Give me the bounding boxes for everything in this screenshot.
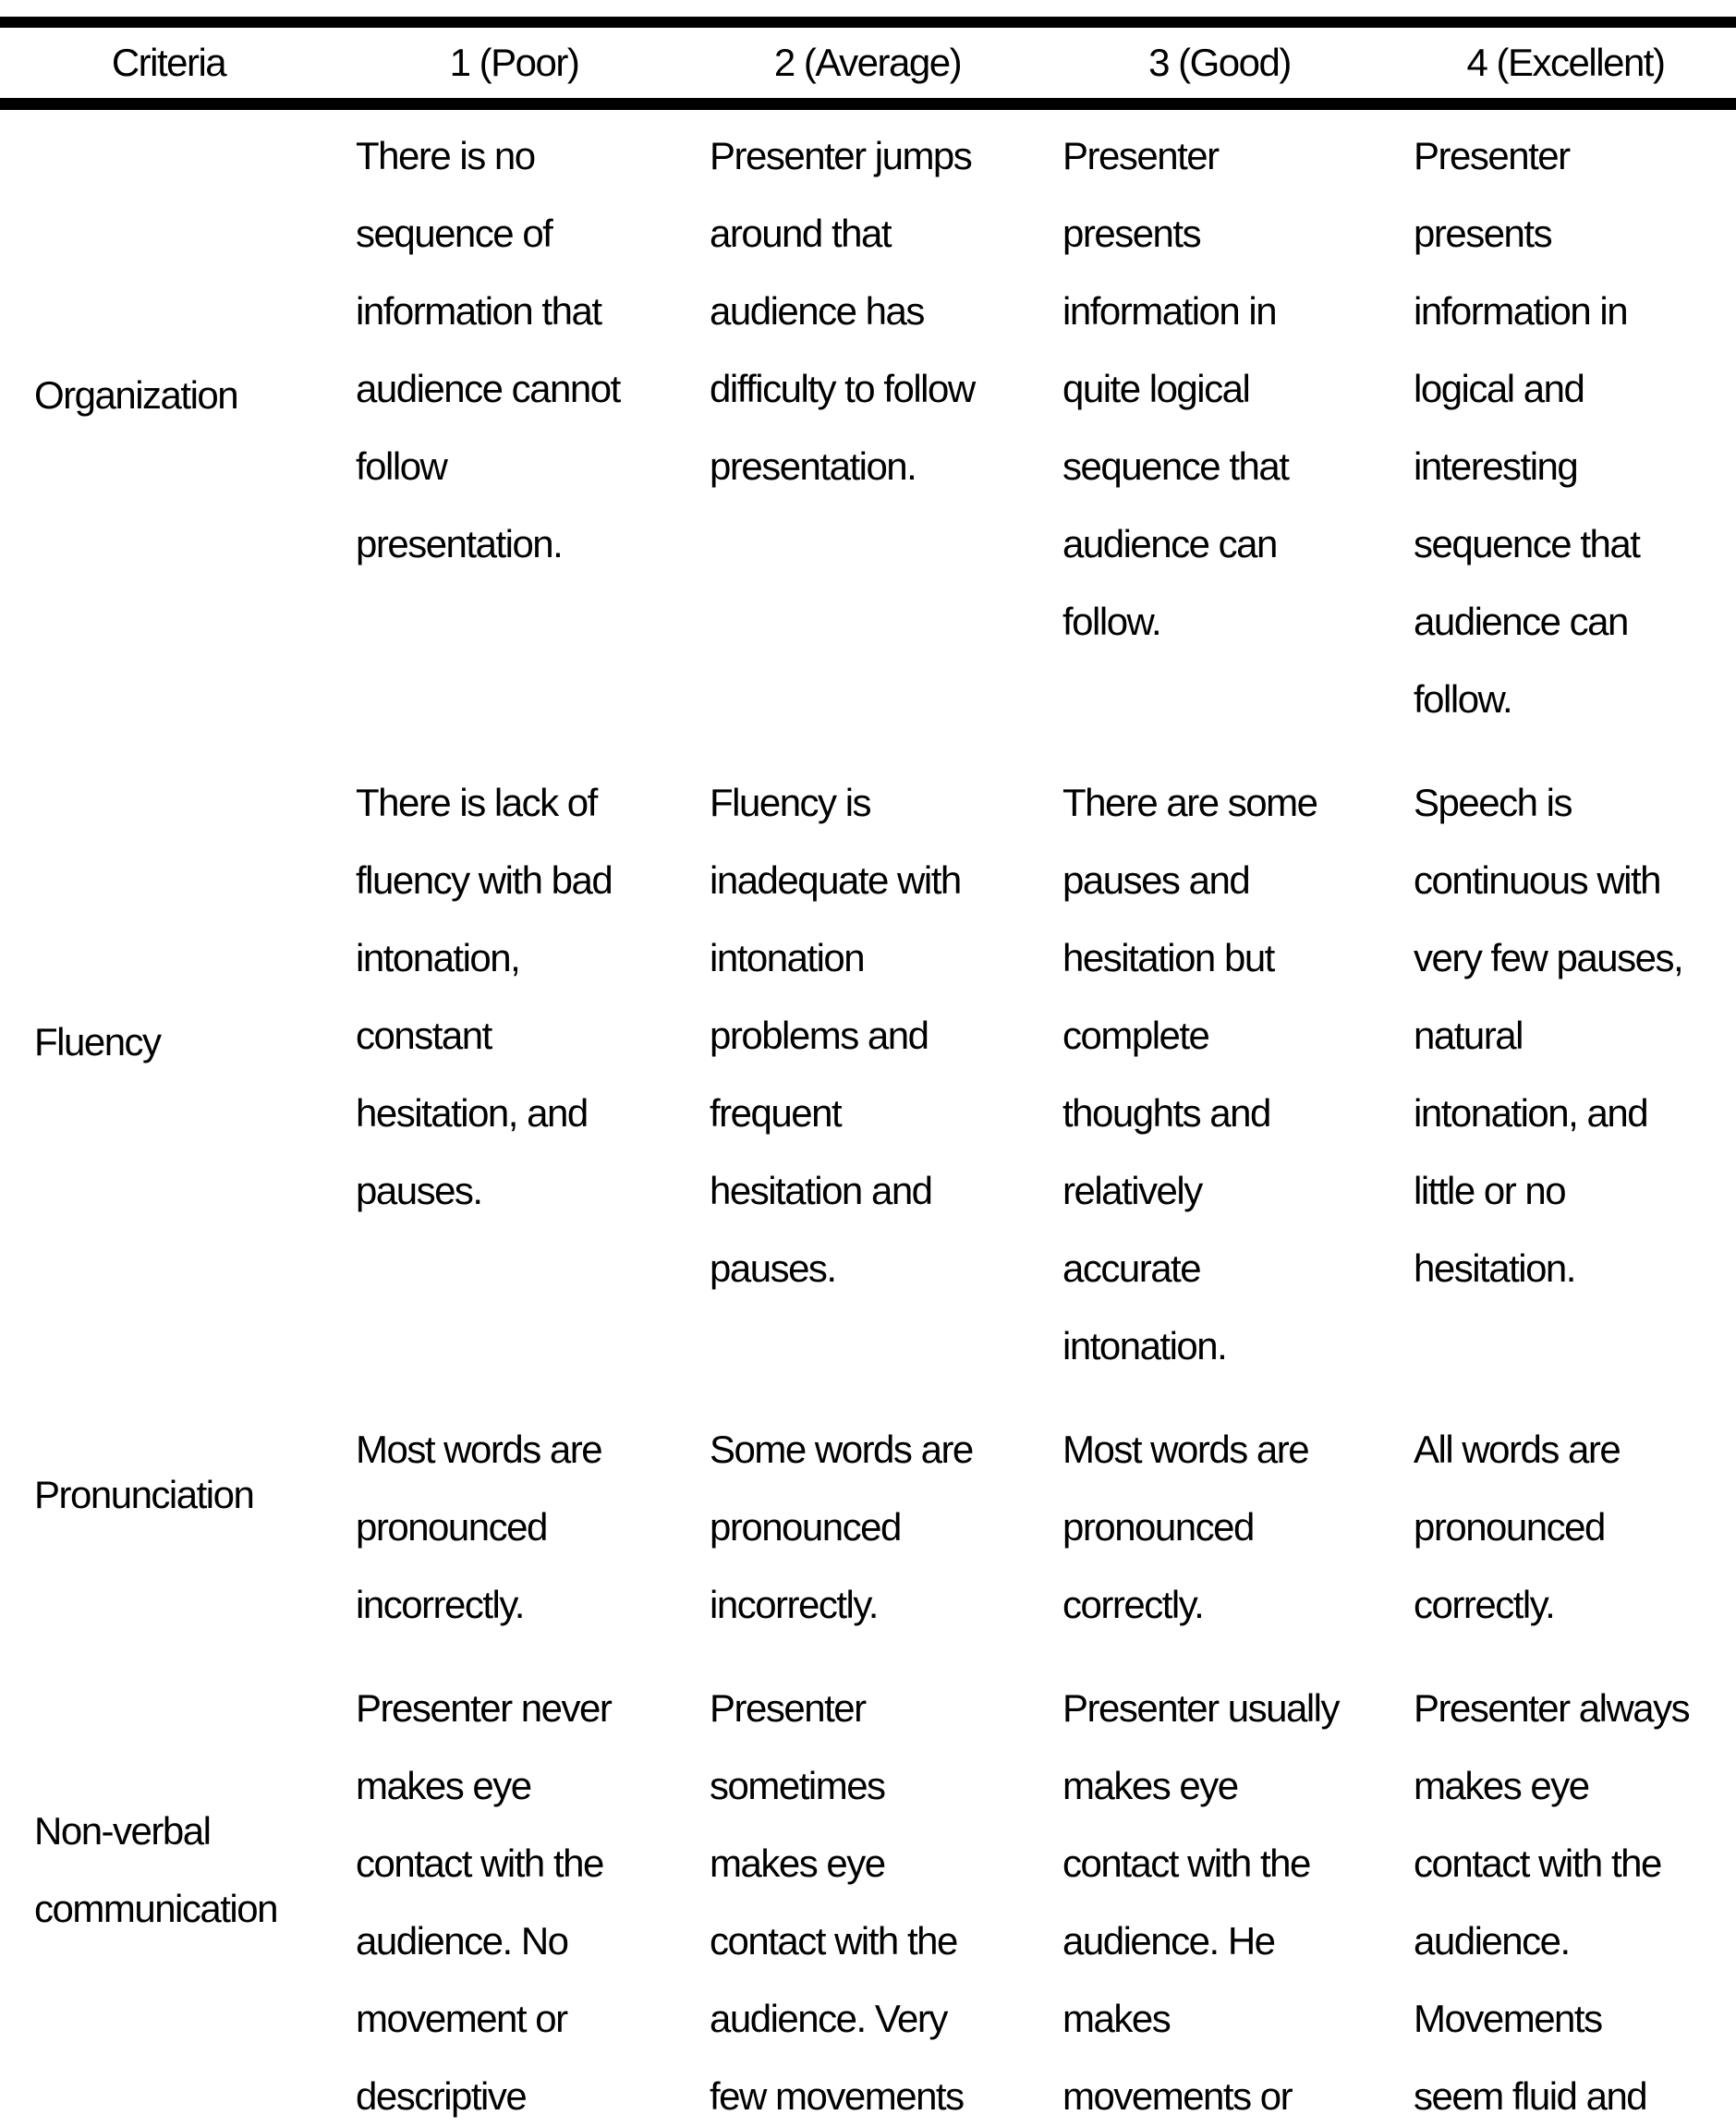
cell-average: Presenter sometimes makes eye contact with the audience. Very few movements	[710, 1686, 964, 2118]
criteria-label: Fluency	[34, 1020, 161, 1064]
cell-good: There are some pauses and hesitation but complete thoughts and relatively accurate intonation.	[1062, 781, 1317, 1367]
table-top-border	[0, 17, 1736, 28]
column-header-excellent: 4 (Excellent)	[1466, 41, 1665, 84]
cell-average: Fluency is inadequate with intonation problems and frequent hesitation and pauses.	[710, 781, 961, 1290]
cell-poor: Most words are pronounced incorrectly.	[356, 1428, 602, 1626]
cell-average: Some words are pronounced incorrectly.	[710, 1428, 973, 1626]
table-row-organization	[0, 110, 1736, 757]
criteria-label: Non-verbal communication	[34, 1809, 277, 1930]
table-row-pronunciation	[0, 1404, 1736, 1662]
cell-good: Presenter presents information in quite logical sequence that audience can follow.	[1062, 134, 1289, 643]
cell-good: Presenter usually makes eye contact with the audience. He makes movements or	[1062, 1686, 1339, 2118]
cell-poor: Presenter never makes eye contact with the audience. No movement or descriptive	[356, 1686, 612, 2118]
cell-excellent: Presenter presents information in logical and interesting sequence that audience can follow.	[1414, 134, 1640, 721]
cell-poor: There is no sequence of information that audience cannot follow presentation.	[356, 134, 620, 565]
cell-good: Most words are pronounced correctly.	[1062, 1428, 1309, 1626]
column-header-good: 3 (Good)	[1148, 41, 1291, 84]
table-row-fluency	[0, 757, 1736, 1404]
cell-average: Presenter jumps around that audience has difficulty to follow presentation.	[710, 134, 975, 488]
table-row-nonverbal-communication	[0, 1662, 1736, 2127]
cell-excellent: All words are pronounced correctly.	[1414, 1428, 1621, 1626]
criteria-label: Organization	[34, 373, 238, 417]
column-header-average: 2 (Average)	[773, 41, 962, 84]
table-header-border	[0, 98, 1736, 110]
column-header-criteria: Criteria	[111, 41, 226, 84]
table-header-row	[0, 28, 1736, 98]
cell-excellent: Presenter always makes eye contact with the audience. Movements seem fluid and	[1414, 1686, 1690, 2118]
cell-poor: There is lack of fluency with bad intonation, constant hesitation, and pauses.	[356, 781, 613, 1212]
column-header-poor: 1 (Poor)	[449, 41, 579, 84]
cell-excellent: Speech is continuous with very few pauses, natural intonation, and little or no hesitation.	[1414, 781, 1683, 1290]
criteria-label: Pronunciation	[34, 1473, 254, 1516]
